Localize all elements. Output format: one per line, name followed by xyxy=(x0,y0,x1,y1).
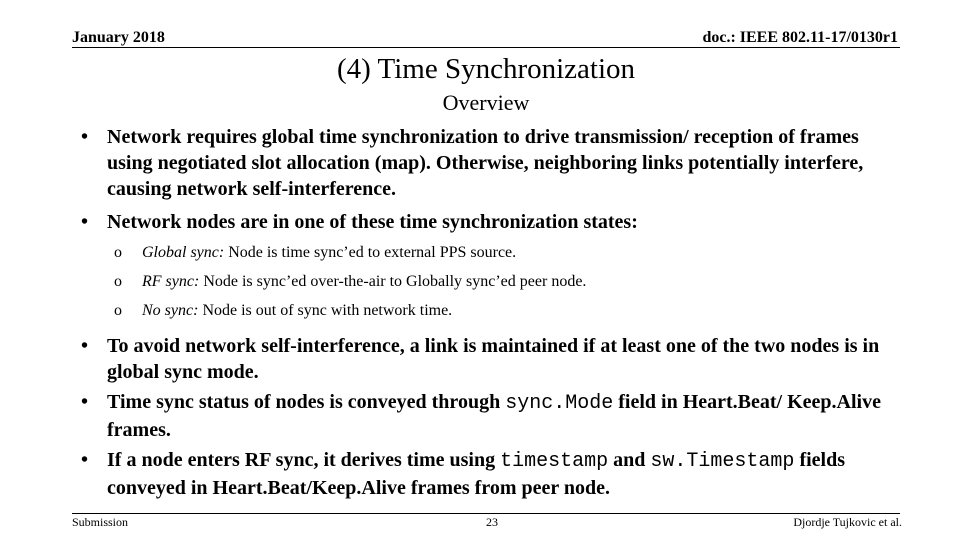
sync-state-term: No sync: xyxy=(142,302,199,319)
bullet-item xyxy=(78,447,898,501)
sub-bullet-item xyxy=(78,238,898,267)
bullet-dot-icon: • xyxy=(81,126,89,148)
bullet-text: field in Heart.Beat/ Keep.Alive frames. xyxy=(107,391,881,441)
header-doc-id: doc.: IEEE 802.11-17/0130r1 xyxy=(702,29,898,46)
sync-state-desc: Node is out of sync with network time. xyxy=(202,302,453,319)
sub-bullet-item xyxy=(78,296,898,325)
slide-title: (4) Time Synchronization xyxy=(336,53,636,85)
footer-author: Djordje Tujkovic et al. xyxy=(793,515,902,529)
bullet-text: fields conveyed in Heart.Beat/Keep.Alive frames from peer node. xyxy=(107,449,845,499)
bullet-text: Network nodes are in one of these time synchronization states: xyxy=(107,211,638,233)
bullet-text: and xyxy=(613,449,646,471)
footer-submission: Submission xyxy=(72,515,129,529)
footer-divider xyxy=(72,513,900,514)
bullet-text: To avoid network self-interference, a link is maintained if at least one of the two nodes is in global sync mode. xyxy=(107,335,880,383)
field-name-code: timestamp xyxy=(500,450,609,473)
field-name-code: sync.Mode xyxy=(505,392,614,415)
bullet-item xyxy=(78,333,898,385)
sub-bullet-item xyxy=(78,267,898,296)
field-name-code: sw.Timestamp xyxy=(650,450,795,473)
bullet-item xyxy=(78,124,898,202)
bullet-item xyxy=(78,389,898,443)
sync-state-desc: Node is sync’ed over-the-air to Globally sync’ed peer node. xyxy=(203,273,587,290)
sync-state-desc: Node is time sync’ed to external PPS source. xyxy=(228,244,517,261)
header-divider xyxy=(72,47,900,48)
sync-state-term: RF sync: xyxy=(142,273,200,290)
bullet-item xyxy=(78,209,898,235)
circle-bullet-icon: o xyxy=(114,244,122,261)
sync-state-term: Global sync: xyxy=(142,244,225,261)
bullet-text: Time sync status of nodes is conveyed through xyxy=(107,391,501,413)
bullet-dot-icon: • xyxy=(81,335,89,357)
bullet-dot-icon: • xyxy=(81,211,89,233)
bullet-dot-icon: • xyxy=(81,449,89,471)
bullet-dot-icon: • xyxy=(81,391,89,413)
circle-bullet-icon: o xyxy=(114,273,122,290)
bullet-text: Network requires global time synchronization to drive transmission/ reception of frames using negotiated slot allocation (map). Otherwise, neighboring links potentially interfere, causing network self-interference. xyxy=(107,126,864,200)
slide-subtitle: Overview xyxy=(442,90,530,115)
bullet-text: If a node enters RF sync, it derives time using xyxy=(107,449,496,471)
header-date: January 2018 xyxy=(72,29,165,46)
circle-bullet-icon: o xyxy=(114,302,122,319)
page-number: 23 xyxy=(486,515,498,529)
slide-body xyxy=(78,124,898,501)
